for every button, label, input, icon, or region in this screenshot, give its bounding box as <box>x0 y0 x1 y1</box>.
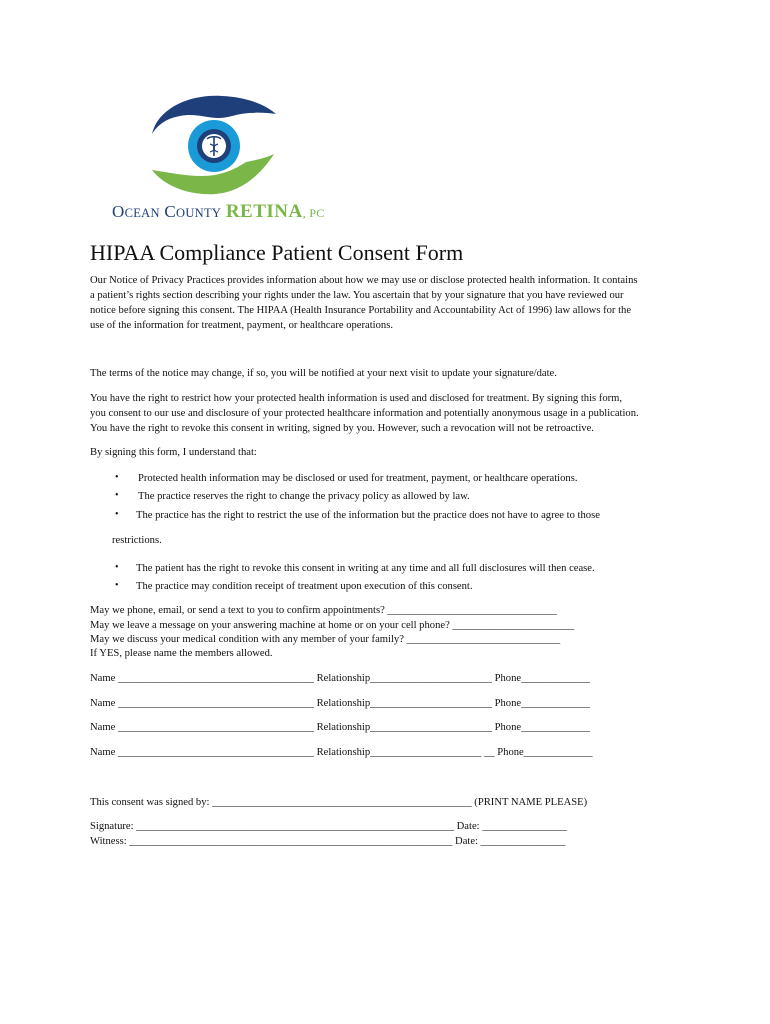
contact-question[interactable]: May we discuss your medical condition with any member of your family? _____________________________ <box>90 634 561 645</box>
rights-line: You have the right to restrict how your protected health information is used and disclosed for treatment. By signing this form, <box>90 393 623 404</box>
bullet-continuation: restrictions. <box>112 535 162 546</box>
bullet-item: The patient has the right to revoke this consent in writing at any time and all full disclosures will then cease. <box>136 563 595 574</box>
intro-line: notice before signing this consent. The HIPAA (Health Insurance Portability and Accountability Act of 1996) law allows for the <box>90 305 632 316</box>
bullet-icon: • <box>115 562 119 573</box>
bullet-item: The practice has the right to restrict the use of the information but the practice does not have to agree to those <box>136 510 600 521</box>
family-member-row[interactable]: Name _____________________________________ Relationship_______________________ Phone_____________ <box>90 673 590 684</box>
bullet-item: The practice may condition receipt of treatment upon execution of this consent. <box>136 581 473 592</box>
family-member-row[interactable]: Name _____________________________________ Relationship_______________________ Phone_____________ <box>90 722 590 733</box>
family-member-row[interactable]: Name _____________________________________ Relationship_______________________ Phone_____________ <box>90 698 590 709</box>
understand-text: By signing this form, I understand that: <box>90 447 257 458</box>
practice-logo-wordmark <box>112 201 325 223</box>
bullet-icon: • <box>115 472 119 483</box>
practice-logo <box>112 88 332 228</box>
family-member-row[interactable]: Name _____________________________________ Relationship_____________________ __ Phone_____________ <box>90 747 593 758</box>
eye-hands-logo-icon <box>150 90 280 202</box>
contact-question: If YES, please name the members allowed. <box>90 648 273 659</box>
contact-question[interactable]: May we phone, email, or send a text to you to confirm appointments? ________________________________ <box>90 605 557 616</box>
logo-suffix: , PC <box>302 206 325 220</box>
intro-line: Our Notice of Privacy Practices provides information about how we may use or disclose protected health information. It contains <box>90 275 638 286</box>
logo-brand: RETINA <box>225 201 303 222</box>
logo-text-part: OUNTY <box>176 206 222 220</box>
logo-text-part: C <box>164 202 177 221</box>
intro-line: a patient’s rights section describing your rights under the law. You ascertain that by your signature that you have reviewed our <box>90 290 624 301</box>
bullet-icon: • <box>115 580 119 591</box>
signed-by-field[interactable]: This consent was signed by: _________________________________________________ (PRINT NAME PLEASE) <box>90 797 588 808</box>
notice-change-text: The terms of the notice may change, if so, you will be notified at your next visit to update your signature/date. <box>90 368 557 379</box>
logo-text-part: CEAN <box>124 206 160 220</box>
contact-question[interactable]: May we leave a message on your answering machine at home or on your cell phone? _______________________ <box>90 620 575 631</box>
rights-line: you consent to our use and disclosure of your protected healthcare information and potentially anonymous usage in a publication. <box>90 408 639 419</box>
witness-field[interactable]: Witness: _____________________________________________________________ Date: ________________ <box>90 836 566 847</box>
logo-text-part: O <box>112 202 125 221</box>
form-title: HIPAA Compliance Patient Consent Form <box>90 240 464 265</box>
bullet-item: The practice reserves the right to change the privacy policy as allowed by law. <box>138 491 470 502</box>
bullet-icon: • <box>115 490 119 501</box>
rights-line: You have the right to revoke this consent in writing, signed by you. However, such a revocation will not be retroactive. <box>90 423 594 434</box>
bullet-item: Protected health information may be disclosed or used for treatment, payment, or healthcare operations. <box>138 473 578 484</box>
intro-line: use of the information for treatment, payment, or healthcare operations. <box>90 320 393 331</box>
signature-field[interactable]: Signature: ____________________________________________________________ Date: ________________ <box>90 821 567 832</box>
bullet-icon: • <box>115 509 119 520</box>
